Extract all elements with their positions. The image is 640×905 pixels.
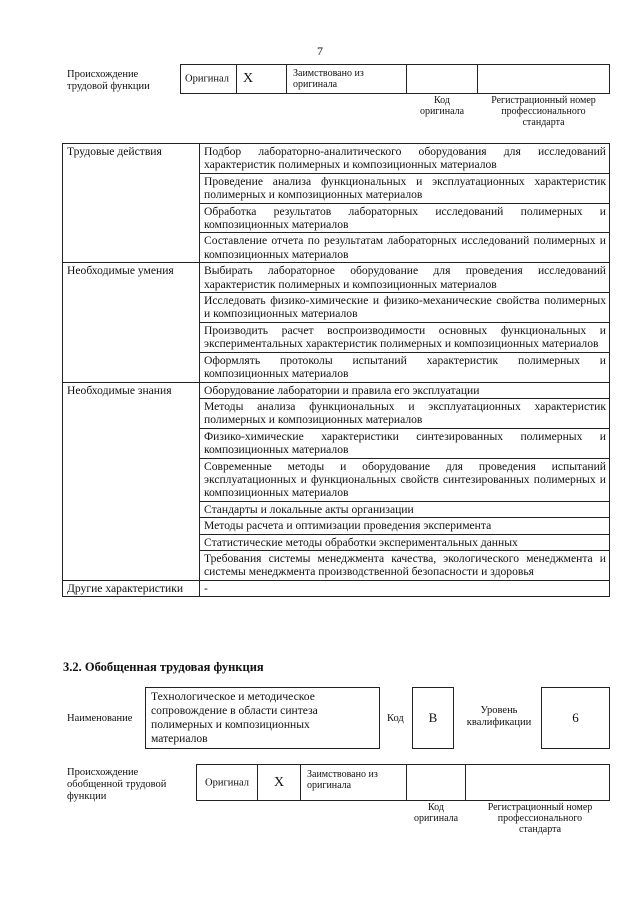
table-cell: Методы расчета и оптимизации проведения эксперимента	[200, 518, 610, 534]
table-cell: Проведение анализа функциональных и эксплуатационных характеристик полимерных и композиционных материалов	[200, 173, 610, 203]
borrowed-label-line: Заимствовано из	[307, 769, 378, 780]
function-name-line: Технологическое и методическое	[151, 690, 315, 703]
origin-bottom-label-line: функции	[67, 791, 107, 802]
section-heading: 3.2. Обобщенная трудовая функция	[63, 660, 264, 674]
qualification-value-box	[541, 687, 610, 749]
table-row	[63, 580, 610, 596]
origin-top-label	[67, 69, 150, 93]
origin-top-code-caption	[406, 95, 478, 117]
origin-bottom-label-line: обобщенной трудовой	[67, 779, 167, 790]
name-label: Наименование	[67, 713, 133, 724]
function-name-line: полимерных и композиционных	[151, 718, 310, 731]
table-cell: Обработка результатов лабораторных исследований полимерных и композиционных материалов	[200, 203, 610, 233]
origin-bottom-reg-caption	[470, 802, 610, 835]
borrowed-label-line: Заимствовано из	[293, 68, 364, 79]
origin-top-mark-cell	[236, 64, 287, 94]
original-label: Оригинал	[185, 73, 229, 85]
table-cell: Выбирать лабораторное оборудование для проведения исследований характеристик полимерных и композиционных материалов	[200, 263, 610, 293]
table-row	[63, 382, 610, 398]
original-mark: X	[243, 71, 254, 86]
page-number: 7	[317, 44, 323, 58]
table-cell: Исследовать физико-химические и физико-механические свойства полимерных и композиционных материалов	[200, 293, 610, 323]
origin-bottom-borrowed-cell	[300, 764, 407, 801]
origin-bottom-reg-cell	[465, 764, 610, 801]
table-cell: Методы анализа функциональных и эксплуатационных характеристик полимерных и композиционных материалов	[200, 398, 610, 428]
table-cell: Производить расчет воспроизводимости основных функциональных и экспериментальных характеристик полимерных и композиционных материалов	[200, 322, 610, 352]
table-cell: Оформлять протоколы испытаний характеристик полимерных и композиционных материалов	[200, 352, 610, 382]
caption-line: оригинала	[413, 813, 459, 824]
function-name-line: сопровождение в области синтеза	[151, 704, 318, 717]
caption-line: Код	[428, 802, 444, 813]
table-cell: Стандарты и локальные акты организации	[200, 501, 610, 517]
qualification-label	[462, 705, 536, 729]
table-cell: Современные методы и оборудование для проведения испытаний эксплуатационных и функциональных свойств синтезированных полимерных и композиционных материалов	[200, 458, 610, 501]
table-cell: Составление отчета по результатам лабораторных исследований полимерных и композиционных материалов	[200, 233, 610, 263]
qualification-value: 6	[572, 710, 579, 725]
origin-bottom-label	[67, 767, 166, 803]
origin-bottom-label-line: Происхождение	[67, 767, 139, 778]
table-cell: Физико-химические характеристики синтезированных полимерных и композиционных материалов	[200, 428, 610, 458]
code-value: B	[428, 710, 438, 725]
table-cell: Требования системы менеджмента качества, экологического менеджмента и системы менеджмента производственной безопасности и здоровья	[200, 550, 610, 580]
origin-bottom-mark-cell	[257, 764, 301, 801]
origin-top-original-cell	[180, 64, 237, 94]
caption-line: оригинала	[419, 106, 465, 117]
function-name-line: материалов	[151, 732, 208, 745]
row-label: Необходимые умения	[63, 263, 200, 382]
borrowed-label-line: оригинала	[307, 780, 352, 791]
caption-line: стандарта	[522, 117, 565, 128]
caption-line: Код	[434, 95, 450, 106]
qualification-label-line: Уровень	[480, 705, 518, 716]
origin-top-code-cell	[406, 64, 478, 94]
origin-bottom-code-cell	[406, 764, 466, 801]
row-label: Трудовые действия	[63, 144, 200, 263]
caption-line: стандарта	[518, 824, 562, 835]
origin-bottom-code-caption	[400, 802, 472, 824]
row-label: Необходимые знания	[63, 382, 200, 580]
table-row	[63, 263, 610, 293]
origin-bottom-original-cell	[196, 764, 258, 801]
table-row	[63, 144, 610, 174]
table-cell: Оборудование лаборатории и правила его эксплуатации	[200, 382, 610, 398]
table-cell: Подбор лабораторно-аналитического оборудования для исследований характеристик полимерных и композиционных материалов	[200, 144, 610, 174]
caption-line: Регистрационный номер	[491, 95, 596, 106]
code-value-box	[412, 687, 454, 749]
origin-top-reg-cell	[477, 64, 610, 94]
origin-top-label-line: Происхождение	[67, 69, 139, 80]
origin-top-reg-caption	[477, 95, 610, 128]
origin-top-label-line: трудовой функции	[67, 81, 150, 92]
borrowed-label-line: оригинала	[293, 79, 338, 90]
original-mark: X	[274, 774, 285, 790]
caption-line: Регистрационный номер	[487, 802, 593, 813]
function-name-box	[145, 687, 380, 749]
caption-line: профессионального	[501, 106, 586, 117]
code-label: Код	[387, 713, 404, 724]
labor-function-table	[62, 143, 610, 597]
table-cell: Статистические методы обработки экспериментальных данных	[200, 534, 610, 550]
caption-line: профессионального	[497, 813, 583, 824]
origin-top-borrowed-cell	[286, 64, 407, 94]
original-label: Оригинал	[205, 777, 249, 788]
row-label: Другие характеристики	[63, 580, 200, 596]
table-cell: -	[200, 580, 610, 596]
qualification-label-line: квалификации	[466, 717, 532, 728]
